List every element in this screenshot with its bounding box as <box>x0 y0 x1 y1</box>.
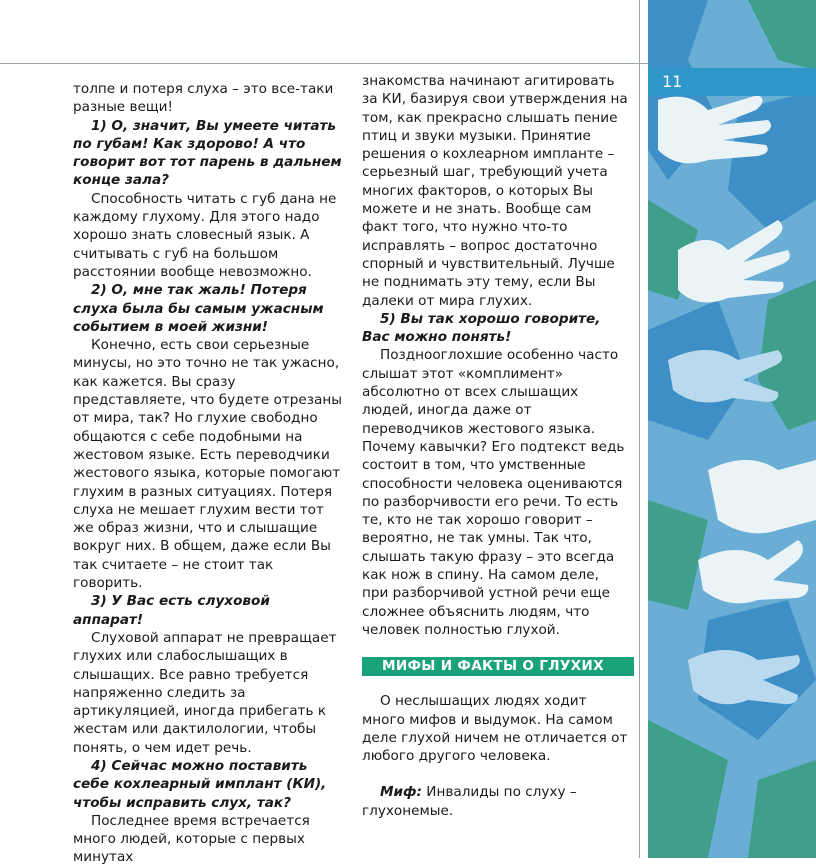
question-2: 2) О, мне так жаль! Потеря слуха была бы самым ужасным событием в моей жизни! <box>73 282 324 335</box>
section-heading: МИФЫ И ФАКТЫ О ГЛУХИХ <box>362 657 634 676</box>
hands-illustration <box>648 0 816 858</box>
answer-4: Последнее время встречается много людей, которые с первых минутах <box>73 812 310 866</box>
myth-label: Миф: <box>380 784 422 801</box>
question-3: 3) У Вас есть слуховой аппарат! <box>73 593 270 628</box>
paragraph: знакомства начинают агитировать за КИ, базируя свои утверждения на том, как прекрасно слышать пение птиц и звуки музыки. Принятие решения о кохлеарном импланте – серьезный шаг, требующий учета многих факторов, о которых Вы можете и не знать. Вообще сам факт того, что нужно что-то исправлять – вопрос достаточно спорный и чувствительный. Лучше не поднимать эту тему, если Вы далеки от мира глухих. <box>362 73 628 309</box>
page-number: 11 <box>648 68 816 96</box>
answer-5: Позднооглохшие особенно часто слышат этот «комплимент» абсолютно от всех слышащих людей, иногда даже от переводчиков жестового языка. Почему кавычки? Его подтекст ведь состоит в том, что умственные способности человека оцениваются по разборчивости его речи. То есть те, кто не так хорошо говорит – вероятно, не так умны. Так что, слышать такую фразу – это всегда как нож в спину. На самом деле, при разборчивой устной речи еще сложнее объяснить людям, что человек полностью глухой. <box>362 347 625 638</box>
text-column-right <box>362 72 628 820</box>
text-column-left <box>73 80 343 867</box>
top-rule <box>0 63 648 64</box>
question-5: 5) Вы так хорошо говорите, Вас можно понять! <box>362 310 601 346</box>
answer-3: Слуховой аппарат не превращает глухих или слабослышащих в слышащих. Все равно требуется напряженно следить за артикуляцией, иногда прибегать к жестам или дактилологии, чтобы понять, о чем идет речь. <box>73 629 337 756</box>
paragraph: толпе и потеря слуха – это все-таки разные вещи! <box>73 81 334 116</box>
hands-illustration-icon <box>648 0 816 858</box>
column-rule <box>639 0 640 858</box>
answer-1: Способность читать с губ дана не каждому глухому. Для этого надо хорошо знать словесный язык. А считывать с губ на большом расстоянии вообще невозможно. <box>73 190 337 280</box>
myth-paragraph <box>362 783 628 820</box>
intro-paragraph: О неслышащих людях ходит много мифов и выдумок. На самом деле глухой ничем не отличается от любого другого человека. <box>362 693 628 765</box>
question-4: 4) Сейчас можно поставить себе кохлеарный имплант (КИ), чтобы исправить слух, так? <box>73 757 327 811</box>
myth-text: Инвалиды по слуху – глухонемые. <box>362 784 577 819</box>
question-1: 1) О, значит, Вы умеете читать по губам! Как здорово! А что говорит вот тот парень в дальнем конце зала? <box>73 117 342 189</box>
answer-2: Конечно, есть свои серьезные минусы, но это точно не так ужасно, как кажется. Вы сразу представляете, что будете отрезаны от мира, так? Но глухие свободно общаются с себе подобными на жестовом языке. Есть переводчики жестового языка, которые помогают глухим в разных ситуациях. Потеря слуха не мешает глухим вести тот же образ жизни, что и слышащие вокруг них. В общем, даже если Вы так считаете – не стоит так говорить. <box>73 337 342 592</box>
